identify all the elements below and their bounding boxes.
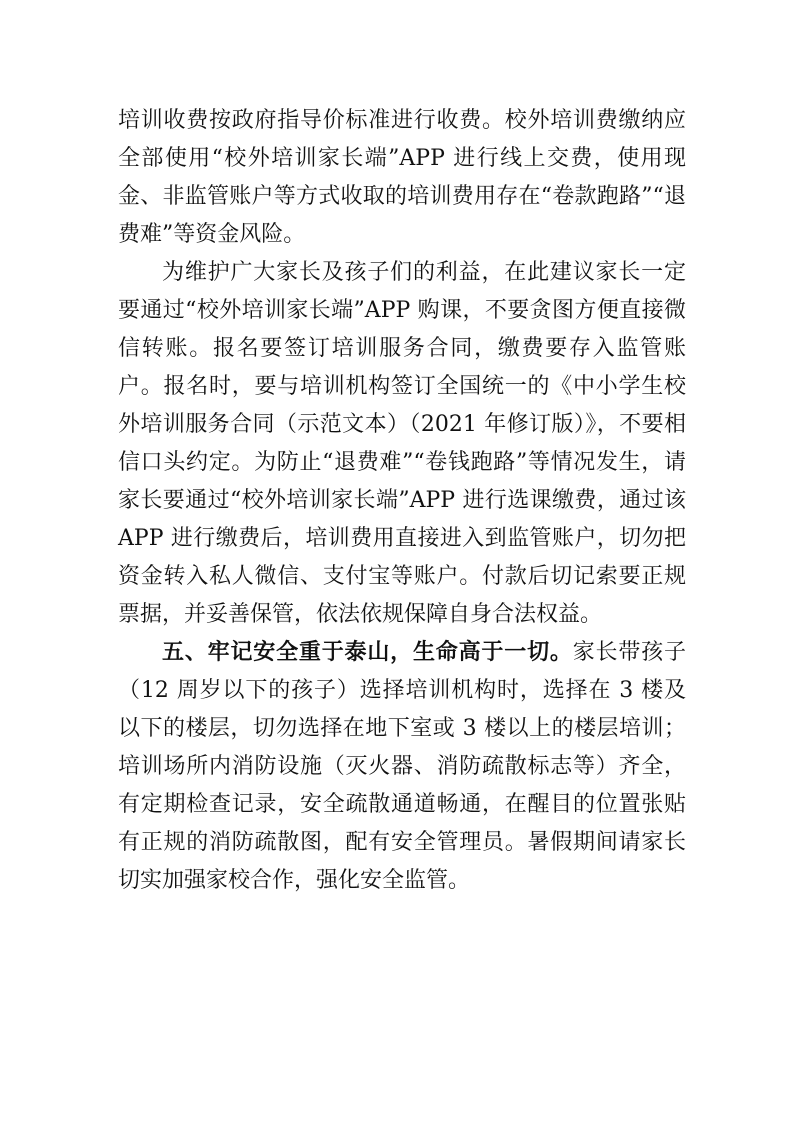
- section-heading-safety: 五、牢记安全重于泰山，生命高于一切。: [162, 640, 573, 665]
- paragraph-safety-body: 家长带孩子（12 周岁以下的孩子）选择培训机构时，选择在 3 楼及以下的楼层，切勿选择在地下室或 3 楼以上的楼层培训；培训场所内消防设施（灭火器、消防疏散标志等）齐全，有定期检查记录，安全疏散通道畅通，在醒目的位置张贴有正规的消防疏散图，配有安全管理员。暑假期间请家长切实加强家校合作，强化安全监管。: [118, 640, 686, 893]
- paragraph-fee-payment: 培训收费按政府指导价标准进行收费。校外培训费缴纳应全部使用“校外培训家长端”APP 进行线上交费，使用现金、非监管账户等方式收取的培训费用存在“卷款跑路”“退费难”等资金风险。: [118, 108, 686, 247]
- document-body: [118, 102, 686, 900]
- paragraph-safety: [118, 634, 686, 900]
- paragraph-parent-advice: 为维护广大家长及孩子们的利益，在此建议家长一定要通过“校外培训家长端”APP 购课，不要贪图方便直接微信转账。报名要签订培训服务合同，缴费要存入监管账户。报名时，要与培训机构签订全国统一的《中小学生校外培训服务合同（示范文本）（2021 年修订版）》，不要相信口头约定。为防止“退费难”“卷钱跑路”等情况发生，请家长要通过“校外培训家长端”APP 进行选课缴费，通过该 APP 进行缴费后，培训费用直接进入到监管账户，切勿把资金转入私人微信、支付宝等账户。付款后切记索要正规票据，并妥善保管，依法依规保障自身合法权益。: [118, 260, 686, 627]
